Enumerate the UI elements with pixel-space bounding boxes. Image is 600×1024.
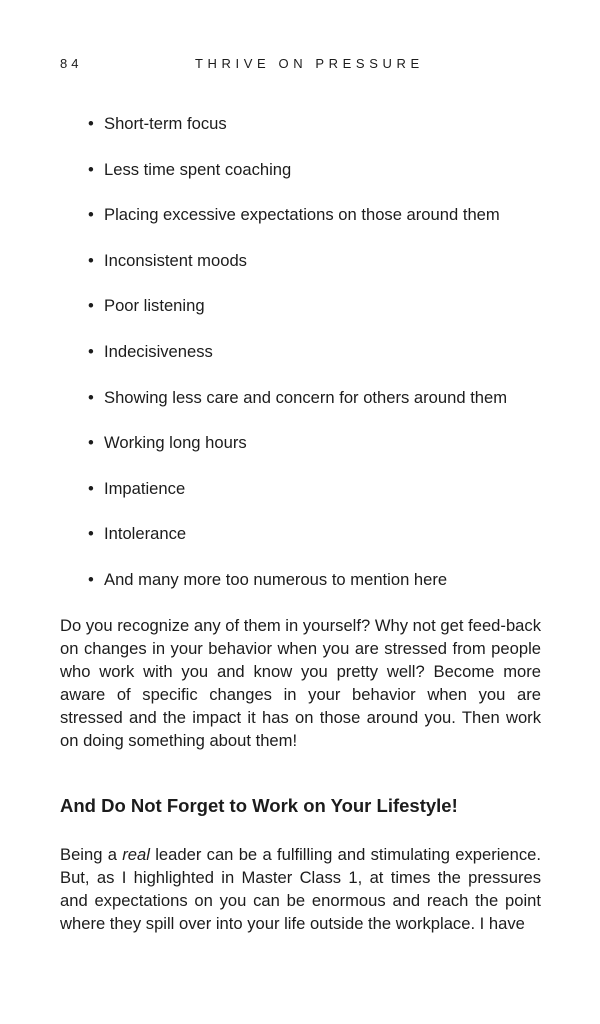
bullet-icon: •	[88, 205, 94, 225]
list-item-text: Placing excessive expectations on those around them	[104, 205, 500, 225]
paragraph-text-rest: leader can be a fulfilling and stimulating experience. But, as I highlighted in Master Class 1, at times the pressures and expectations on you can be enormous and reach the point where they spill over into your life outside the workplace. I have	[60, 845, 542, 933]
running-head	[0, 56, 600, 74]
bullet-icon: •	[88, 569, 94, 589]
bullet-icon: •	[88, 433, 94, 453]
bullet-icon: •	[88, 524, 94, 544]
list-item-text: And many more too numerous to mention here	[104, 569, 448, 589]
bullet-icon: •	[88, 114, 94, 133]
list-item	[0, 294, 600, 340]
emphasis-text: real	[122, 845, 150, 864]
list-item	[0, 158, 600, 204]
list-item-text: Indecisiveness	[104, 341, 213, 361]
list-item	[0, 112, 600, 158]
section-heading: And Do Not Forget to Work on Your Lifestyle!	[60, 795, 458, 816]
bullet-icon: •	[88, 341, 94, 361]
list-item-text: Poor listening	[104, 296, 205, 316]
list-item	[0, 386, 600, 432]
bullet-icon: •	[88, 387, 94, 407]
list-item-text: Less time spent coaching	[104, 159, 292, 179]
list-item	[0, 340, 600, 386]
list-item-text: Short-term focus	[104, 114, 227, 133]
bullet-icon: •	[88, 159, 94, 179]
list-item	[0, 522, 600, 568]
bullet-list	[0, 112, 600, 614]
bullet-icon: •	[88, 296, 94, 316]
list-item	[0, 431, 600, 477]
list-item	[0, 203, 600, 249]
list-item	[0, 249, 600, 295]
list-item-text: Impatience	[104, 478, 186, 498]
bullet-icon: •	[88, 478, 94, 498]
list-item-text: Working long hours	[104, 433, 247, 453]
paragraph-text-start: Being a	[60, 845, 123, 864]
bullet-icon: •	[88, 250, 94, 270]
list-item-text: Inconsistent moods	[104, 250, 247, 270]
list-item	[0, 477, 600, 523]
list-item	[0, 568, 600, 614]
body-paragraph-lifestyle	[60, 843, 541, 935]
body-paragraph-reflection: Do you recognize any of them in yourself? Why not get feed-back on changes in your behavior when you are stressed from people who work with you and know you pretty well? Become more aware of specific changes in your behavior when you are stressed and the impact it has on those around you. Then work on doing something about them!	[60, 616, 541, 750]
page-number: 84	[60, 56, 83, 71]
book-title: THRIVE ON PRESSURE	[195, 56, 424, 71]
list-item-text: Showing less care and concern for others around them	[104, 387, 508, 407]
list-item-text: Intolerance	[104, 524, 187, 544]
